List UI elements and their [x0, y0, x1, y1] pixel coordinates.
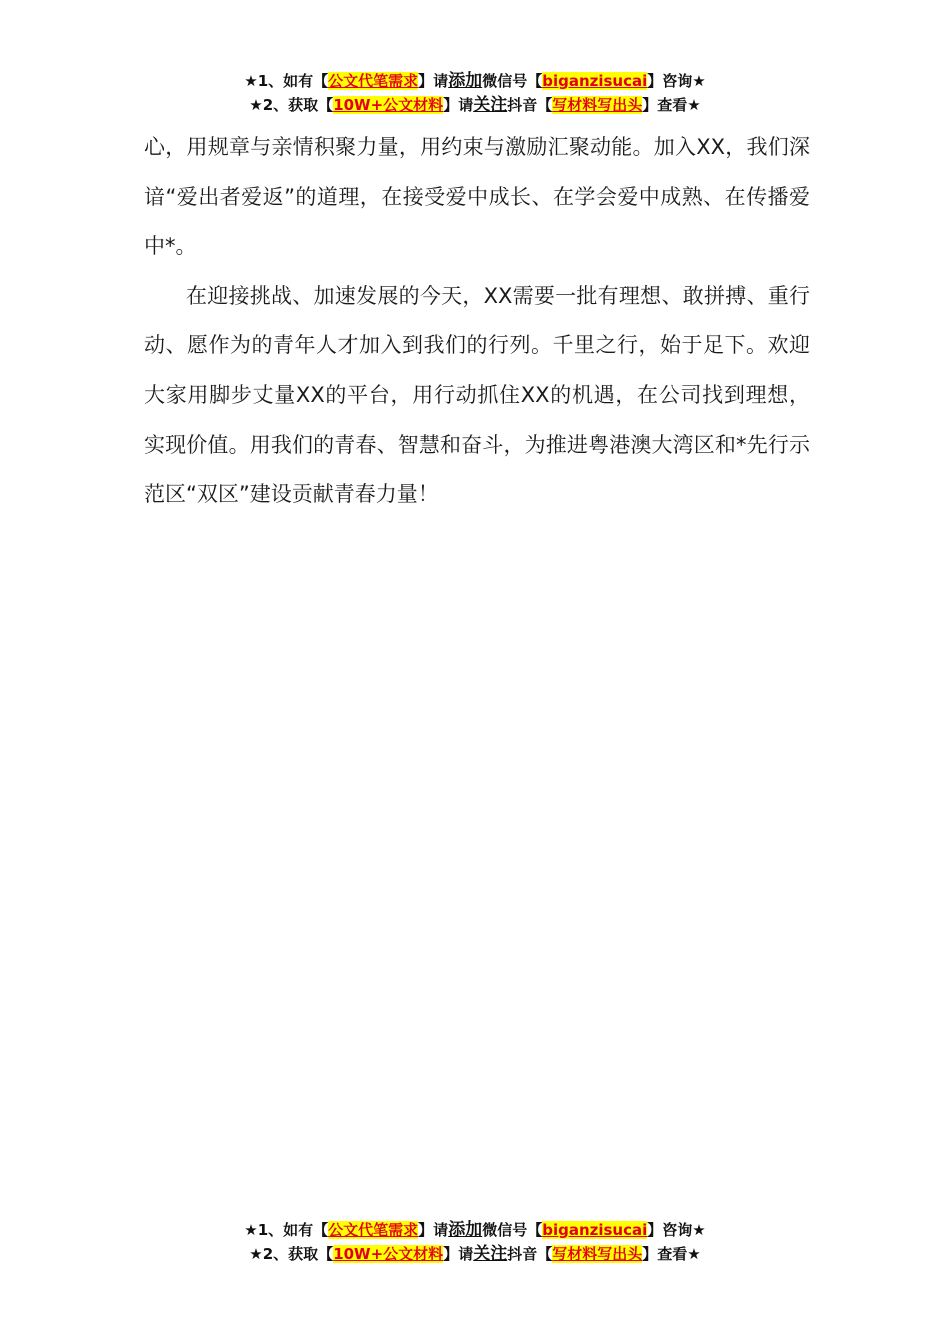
footer-line-1-mid: 】请	[418, 1221, 449, 1239]
header-banner	[0, 69, 950, 117]
document-body	[144, 123, 810, 520]
footer-line-2-emphasis: 关注	[473, 1244, 508, 1264]
footer-line-1-highlight-service: 公文代笔需求	[328, 1221, 419, 1239]
banner-line-1-mid: 】请	[418, 72, 449, 90]
banner-line-2-mid: 】请	[443, 96, 474, 114]
banner-line-2-highlight-materials: 10W+公文材料	[333, 96, 444, 114]
banner-line-2-suffix: 】查看★	[642, 96, 701, 114]
footer-line-1-suffix: 】咨询★	[647, 1221, 706, 1239]
footer-line-1	[0, 1218, 950, 1242]
banner-line-1-emphasis: 添加	[448, 71, 483, 91]
footer-line-2-highlight-materials: 10W+公文材料	[333, 1245, 444, 1263]
banner-line-2-mid-2: 抖音【	[507, 96, 553, 114]
footer-line-2-highlight-douyin-id: 写材料写出头	[552, 1245, 643, 1263]
body-paragraph-1: 心，用规章与亲情积聚力量，用约束与激励汇聚动能。加入XX，我们深谙“爱出者爱返”的道理，在接受爱中成长、在学会爱中成熟、在传播爱中*。	[144, 135, 810, 259]
banner-line-1-mid-2: 微信号【	[482, 72, 543, 90]
banner-line-1	[0, 69, 950, 93]
banner-line-1-highlight-service: 公文代笔需求	[328, 72, 419, 90]
footer-line-1-emphasis: 添加	[448, 1220, 483, 1240]
footer-line-2-prefix: ★2、获取【	[249, 1245, 334, 1263]
banner-line-1-prefix: ★1、如有【	[244, 72, 329, 90]
banner-line-2	[0, 93, 950, 117]
footer-line-2-mid: 】请	[443, 1245, 474, 1263]
footer-line-2-suffix: 】查看★	[642, 1245, 701, 1263]
body-paragraph-2: 在迎接挑战、加速发展的今天，XX需要一批有理想、敢拼搏、重行动、愿作为的青年人才加入到我们的行列。千里之行，始于足下。欢迎大家用脚步丈量XX的平台，用行动抓住XX的机遇，在公司找到理想，实现价值。用我们的青春、智慧和奋斗，为推进粤港澳大湾区和*先行示范区“双区”建设贡献青春力量！	[144, 283, 810, 507]
banner-line-2-emphasis: 关注	[473, 95, 508, 115]
banner-line-1-suffix: 】咨询★	[647, 72, 706, 90]
banner-line-2-prefix: ★2、获取【	[249, 96, 334, 114]
footer-line-1-mid-2: 微信号【	[482, 1221, 543, 1239]
footer-line-2	[0, 1242, 950, 1266]
footer-line-1-highlight-wechat-id: biganzisucai	[542, 1221, 648, 1239]
banner-line-2-highlight-douyin-id: 写材料写出头	[552, 96, 643, 114]
footer-line-1-prefix: ★1、如有【	[244, 1221, 329, 1239]
footer-banner	[0, 1218, 950, 1266]
banner-line-1-highlight-wechat-id: biganzisucai	[542, 72, 648, 90]
footer-line-2-mid-2: 抖音【	[507, 1245, 553, 1263]
